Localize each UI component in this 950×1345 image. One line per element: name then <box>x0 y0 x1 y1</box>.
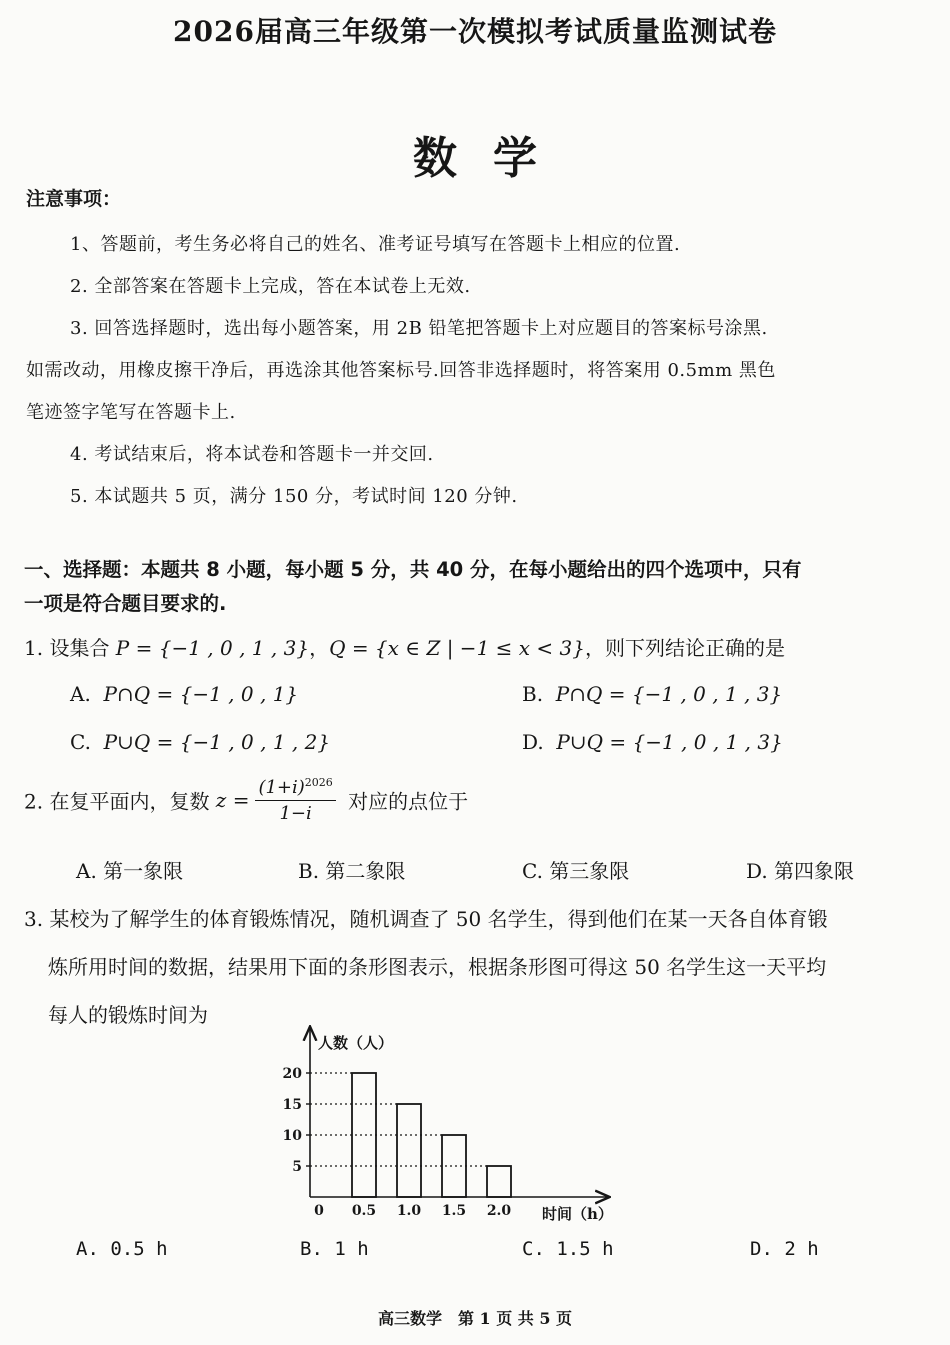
notice-item: 3. 回答选择题时，选出每小题答案，用 2B 铅笔把答题卡上对应题目的答案标号涂黑. <box>70 318 768 339</box>
notice-item: 1、答题前，考生务必将自己的姓名、准考证号填写在答题卡上相应的位置. <box>70 234 681 255</box>
notice-item: 5. 本试题共 5 页，满分 150 分，考试时间 120 分钟. <box>70 486 518 507</box>
exam-title: 2026届高三年级第一次模拟考试质量监测试卷 <box>173 15 777 48</box>
q2-option-b[interactable] <box>298 855 405 884</box>
option-label: A. <box>76 1238 99 1260</box>
section-heading: 一、选择题：本题共 8 小题，每小题 5 分，共 40 分，在每小题给出的四个选项中，只有 <box>24 558 802 581</box>
bar-chart <box>270 1020 630 1230</box>
section-heading-cont: 一项是符合题目要求的. <box>24 592 227 615</box>
y-tick-label: 10 <box>282 1128 302 1144</box>
option-text: 2 h <box>784 1238 819 1260</box>
notice-item: 如需改动，用橡皮擦干净后，再选涂其他答案标号.回答非选择题时，将答案用 0.5mm 黑色 <box>26 360 776 381</box>
bar <box>487 1166 511 1197</box>
q2-prefix: 2. 在复平面内，复数 <box>24 789 216 814</box>
q1-prefix: 1. 设集合 <box>24 636 116 660</box>
subject-title: 数学 <box>413 133 573 184</box>
y-tick-label: 15 <box>282 1097 302 1113</box>
option-label: A. <box>70 682 91 706</box>
option-label: D. <box>522 730 544 754</box>
page-footer: 高三数学 第 1 页 共 5 页 <box>377 1309 573 1328</box>
q2-option-d[interactable] <box>746 855 854 884</box>
q3-option-c[interactable] <box>522 1238 614 1260</box>
q2-fraction <box>255 776 335 824</box>
y-tick-label: 5 <box>292 1159 302 1175</box>
q1-option-b[interactable] <box>522 682 782 706</box>
option-text: 0.5 h <box>110 1238 168 1260</box>
option-text: 第三象限 <box>549 859 630 883</box>
q2-numerator: (1+i) <box>258 777 305 798</box>
q2-option-c[interactable] <box>522 855 629 884</box>
y-tick-label: 20 <box>282 1066 302 1082</box>
option-text: P∩Q = {−1 , 0 , 1 , 3} <box>555 682 783 706</box>
q1-set-q: Q = {x ∈ Z | −1 ≤ x < 3} <box>329 636 585 660</box>
x-axis-label: 时间（h） <box>542 1205 613 1223</box>
y-axis-label: 人数（人） <box>318 1034 394 1052</box>
origin-label: 0 <box>314 1203 324 1219</box>
notice-item: 2. 全部答案在答题卡上完成，答在本试卷上无效. <box>70 276 471 297</box>
x-tick-label: 0.5 <box>351 1203 377 1219</box>
notice-heading: 注意事项： <box>26 188 122 210</box>
option-text: 第一象限 <box>103 859 184 883</box>
q2-var: z = <box>215 788 250 812</box>
option-label: B. <box>300 1238 323 1260</box>
option-label: B. <box>298 859 320 883</box>
option-label: C. <box>522 1238 545 1260</box>
q1-option-c[interactable] <box>70 730 330 754</box>
q1-option-d[interactable] <box>522 730 783 754</box>
q3-option-b[interactable] <box>300 1238 369 1260</box>
x-tick-label: 1.0 <box>396 1203 422 1219</box>
option-text: P∪Q = {−1 , 0 , 1 , 2} <box>103 730 331 754</box>
q2-option-a[interactable] <box>76 855 183 884</box>
q3-option-a[interactable] <box>76 1238 168 1260</box>
x-tick-label: 2.0 <box>486 1203 512 1219</box>
q1-set-p: P = {−1 , 0 , 1 , 3} <box>115 636 310 660</box>
option-text: 1 h <box>334 1238 369 1260</box>
option-label: D. <box>750 1238 773 1260</box>
bar <box>397 1104 421 1197</box>
q1-option-a[interactable] <box>70 682 298 706</box>
q1-suffix: ，则下列结论正确的是 <box>584 636 785 660</box>
question-3-line: 炼所用时间的数据，结果用下面的条形图表示，根据条形图可得这 50 名学生这一天平均 <box>48 955 827 979</box>
q2-suffix: 对应的点位于 <box>341 789 469 814</box>
x-tick-label: 1.5 <box>441 1203 467 1219</box>
option-label: A. <box>76 859 97 883</box>
option-text: P∩Q = {−1 , 0 , 1} <box>103 682 299 706</box>
notice-item: 笔迹签字笔写在答题卡上. <box>26 402 236 423</box>
q2-exponent: 2026 <box>304 776 333 789</box>
question-2-stem <box>24 776 468 824</box>
question-3-line: 每人的锻炼时间为 <box>48 1003 208 1027</box>
option-label: D. <box>746 859 768 883</box>
q3-option-d[interactable] <box>750 1238 819 1260</box>
option-text: 1.5 h <box>556 1238 614 1260</box>
option-label: B. <box>522 682 544 706</box>
option-label: C. <box>70 730 91 754</box>
q1-sep: ， <box>309 636 330 660</box>
notice-item: 4. 考试结束后，将本试卷和答题卡一并交回. <box>70 444 434 465</box>
question-1-stem <box>24 632 785 661</box>
option-text: P∪Q = {−1 , 0 , 1 , 3} <box>556 730 783 754</box>
q2-denominator: 1−i <box>279 803 312 824</box>
question-3-line: 3. 某校为了解学生的体育锻炼情况，随机调查了 50 名学生，得到他们在某一天各自体育锻 <box>24 907 828 931</box>
option-text: 第四象限 <box>774 859 855 883</box>
option-text: 第二象限 <box>325 859 406 883</box>
option-label: C. <box>522 859 543 883</box>
